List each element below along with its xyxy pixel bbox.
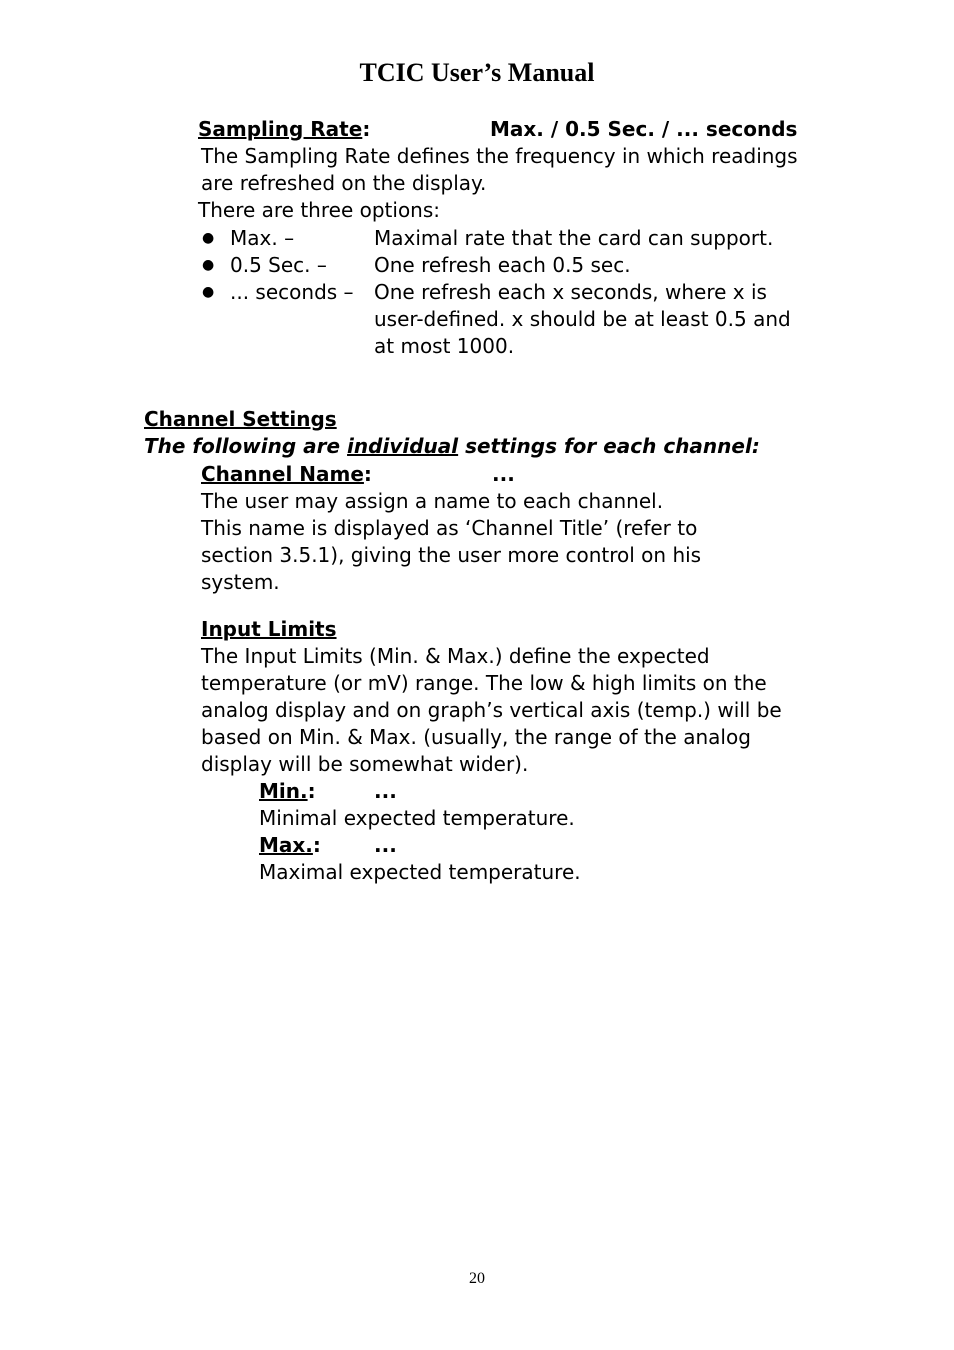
max-label: Max. <box>259 833 313 857</box>
min-label: Min. <box>259 779 308 803</box>
option-term-half-sec: 0.5 Sec. – <box>230 253 327 277</box>
bullet-icon: ● <box>202 257 215 273</box>
intro-pre: The following are <box>144 434 348 458</box>
option-desc-seconds-2: user-defined. x should be at least 0.5 and <box>374 307 791 331</box>
input-limits-line-3: analog display and on graph’s vertical axis (temp.) will be <box>201 698 782 722</box>
input-limits-line-2: temperature (or mV) range. The low & high limits on the <box>201 671 767 695</box>
input-limits-line-5: display will be somewhat wider). <box>201 752 529 776</box>
input-limits-heading: Input Limits <box>201 617 337 641</box>
channel-name-heading <box>201 461 372 488</box>
min-colon: : <box>307 779 316 803</box>
page-number: 20 <box>469 1270 485 1287</box>
channel-settings-intro <box>144 433 760 460</box>
option-desc-seconds-1: One refresh each x seconds, where x is <box>374 280 767 304</box>
sampling-rate-colon: : <box>362 117 371 141</box>
channel-name-line-4: system. <box>201 570 280 594</box>
bullet-icon: ● <box>202 284 215 300</box>
channel-name-colon: : <box>363 462 372 486</box>
options-intro: There are three options: <box>198 198 441 222</box>
min-desc: Minimal expected temperature. <box>259 806 575 830</box>
option-desc-max: Maximal rate that the card can support. <box>374 226 774 250</box>
input-limits-line-1: The Input Limits (Min. & Max.) define the expected <box>201 644 710 668</box>
channel-name-label: Channel Name <box>201 462 364 486</box>
max-desc: Maximal expected temperature. <box>259 860 581 884</box>
intro-post: settings for each channel: <box>458 434 760 458</box>
channel-name-line-1: The user may assign a name to each channel. <box>201 489 664 513</box>
option-term-seconds: ... seconds – <box>230 280 354 304</box>
channel-name-line-2: This name is displayed as ‘Channel Title’ (refer to <box>201 516 698 540</box>
option-desc-seconds-3: at most 1000. <box>374 334 515 358</box>
sampling-rate-heading <box>198 116 370 143</box>
input-limits-line-4: based on Min. & Max. (usually, the range of the analog <box>201 725 751 749</box>
sampling-rate-desc-2: are refreshed on the display. <box>201 171 487 195</box>
max-heading <box>259 832 321 859</box>
max-value: ... <box>374 833 397 857</box>
min-value: ... <box>374 779 397 803</box>
channel-settings-heading: Channel Settings <box>144 407 337 431</box>
sampling-rate-desc-1: The Sampling Rate defines the frequency in which readings <box>201 144 798 168</box>
sampling-rate-label: Sampling Rate <box>198 117 363 141</box>
min-heading <box>259 778 316 805</box>
max-colon: : <box>312 833 321 857</box>
channel-name-line-3: section 3.5.1), giving the user more control on his <box>201 543 702 567</box>
option-desc-half-sec: One refresh each 0.5 sec. <box>374 253 631 277</box>
option-term-max: Max. – <box>230 226 295 250</box>
sampling-rate-value: Max. / 0.5 Sec. / ... seconds <box>490 117 798 141</box>
page-header-title: TCIC User’s Manual <box>359 58 595 87</box>
intro-emphasis: individual <box>347 434 459 458</box>
bullet-icon: ● <box>202 230 215 246</box>
channel-name-value: ... <box>492 462 515 486</box>
